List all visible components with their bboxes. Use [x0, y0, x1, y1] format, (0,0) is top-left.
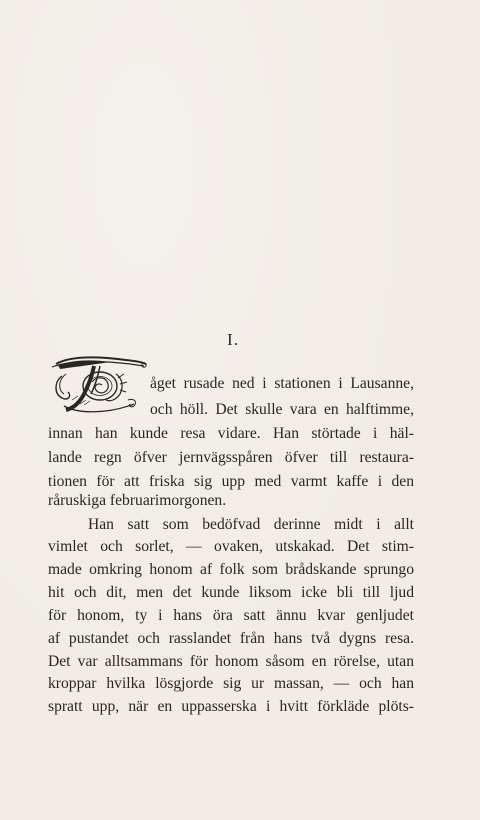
text-line: vimlet och sorlet, — ovaken, utskakad. Det stim-	[48, 538, 414, 555]
text-line: tionen för att friska sig upp med varmt kaffe i den	[48, 473, 414, 490]
text-line: för honom, ty i hans öra satt ännu kvar genljudet	[48, 607, 414, 624]
text-line: hit och dit, men det kunde liksom icke bli till ljud	[48, 584, 414, 601]
text-line: och höll. Det skulle vara en halftimme,	[150, 401, 414, 418]
text-line: spratt upp, när en uppasserska i hvitt förkläde plöts-	[48, 698, 414, 715]
text-line: innan han kunde resa vidare. Han störtade i häl-	[48, 425, 414, 442]
ornamental-dropcap-t-icon	[48, 354, 148, 416]
chapter-number: I.	[227, 330, 239, 349]
text-line: åget rusade ned i stationen i Lausanne,	[150, 375, 414, 392]
text-line: lande regn öfver jernvägsspåren öfver till restaura-	[48, 449, 414, 466]
text-line: af pustandet och rasslandet från hans två dygns resa.	[48, 630, 414, 647]
text-line: råruskiga februarimorgonen.	[48, 492, 227, 509]
text-line: made omkring honom af folk som brådskande sprungo	[48, 561, 414, 578]
text-line: Det var alltsammans för honom såsom en rörelse, utan	[48, 653, 414, 670]
text-line: kroppar hvilka lösgjorde sig ur massan, — och han	[48, 675, 414, 692]
text-line: Han satt som bedöfvad derinne midt i allt	[88, 516, 414, 533]
